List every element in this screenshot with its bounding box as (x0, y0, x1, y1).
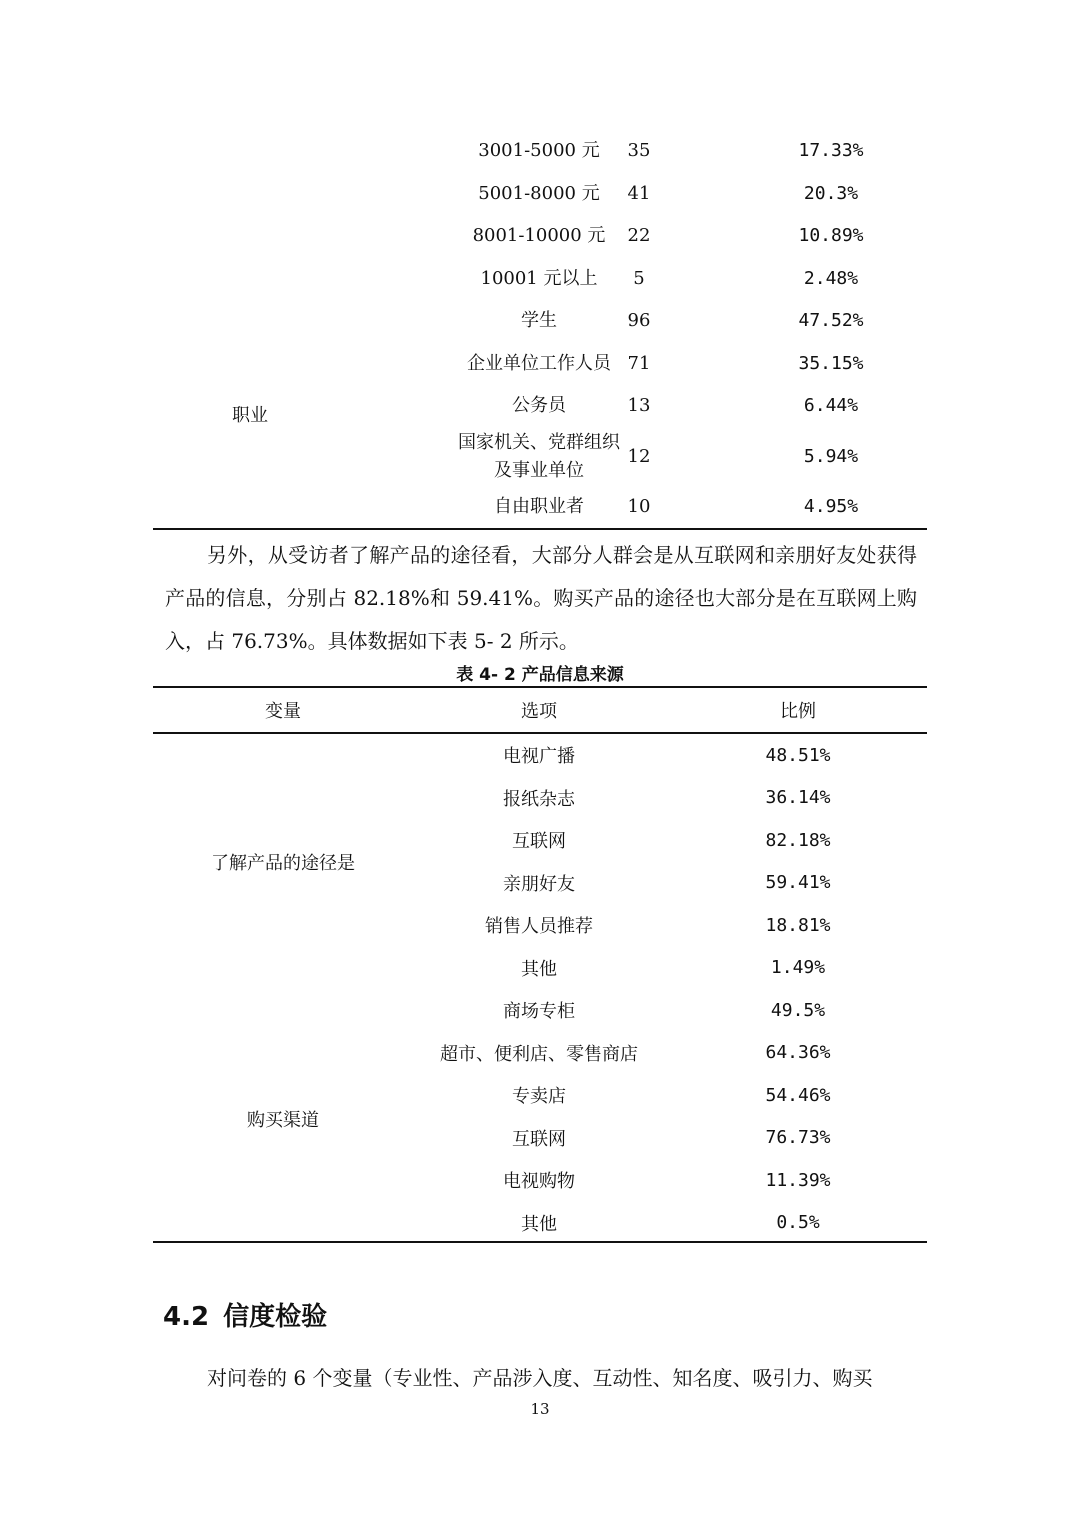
count-cell: 35 (627, 140, 651, 162)
page-number: 13 (530, 1400, 550, 1418)
table-row (153, 343, 927, 386)
product-info-source-table (153, 686, 927, 1244)
table-bottom-rule (153, 1241, 927, 1243)
count-cell: 22 (627, 225, 651, 247)
option-cell: 8001-10000 元 (472, 225, 606, 247)
count-cell: 12 (627, 445, 651, 467)
option-cell: 亲朋好友 (503, 873, 575, 895)
ratio-cell: 11.39% (765, 1169, 831, 1191)
group-label-info-source: 了解产品的途径是 (211, 853, 355, 874)
table-row (153, 215, 927, 258)
option-cell: 公务员 (512, 395, 566, 417)
ratio-cell: 59.41% (765, 872, 831, 894)
table-row (153, 989, 927, 1032)
table-row (153, 173, 927, 216)
count-cell: 5 (633, 267, 645, 289)
ratio-cell: 1.49% (770, 957, 826, 979)
option-cell: 自由职业者 (494, 495, 584, 517)
ratio-cell: 76.73% (765, 1127, 831, 1149)
table-row (153, 904, 927, 947)
header-variable: 变量 (265, 701, 301, 722)
count-cell: 96 (627, 310, 651, 332)
table-row (153, 947, 927, 990)
count-cell: 41 (627, 182, 651, 204)
table-row (153, 1032, 927, 1075)
table-row (153, 130, 927, 173)
option-cell: 商场专柜 (503, 1001, 575, 1023)
option-cell: 互联网 (512, 831, 566, 853)
ratio-cell: 20.3% (803, 182, 859, 204)
count-cell: 13 (627, 395, 651, 417)
ratio-cell: 35.15% (798, 352, 864, 374)
section-heading (163, 1296, 327, 1333)
option-line-1: 国家机关、党群组织 (458, 431, 620, 453)
ratio-cell: 5.94% (803, 445, 859, 467)
table-body (153, 734, 927, 1244)
ratio-cell: 64.36% (765, 1042, 831, 1064)
group-label-purchase-channel: 购买渠道 (247, 1110, 319, 1131)
ratio-cell: 82.18% (765, 829, 831, 851)
section-title: 信度检验 (223, 1302, 328, 1332)
ratio-cell: 54.46% (765, 1084, 831, 1106)
count-cell: 71 (627, 352, 651, 374)
option-cell: 电视购物 (503, 1171, 575, 1193)
count-cell: 10 (627, 495, 651, 517)
header-option: 选项 (521, 701, 557, 722)
header-ratio: 比例 (780, 701, 816, 722)
option-cell: 互联网 (512, 1128, 566, 1150)
table-bottom-rule (153, 528, 927, 530)
option-cell: 10001 元以上 (480, 267, 598, 289)
table-caption: 表 4- 2 产品信息来源 (456, 665, 624, 685)
body-paragraph: 对问卷的 6 个变量（专业性、产品涉入度、互动性、知名度、吸引力、购买 (207, 1366, 873, 1390)
option-cell: 超市、便利店、零售商店 (440, 1043, 638, 1065)
ratio-cell: 2.48% (803, 267, 859, 289)
group-label-occupation: 职业 (232, 405, 268, 426)
table-row (153, 300, 927, 343)
ratio-cell: 6.44% (803, 395, 859, 417)
ratio-cell: 4.95% (803, 495, 859, 517)
option-cell: 报纸杂志 (503, 788, 575, 810)
option-cell: 销售人员推荐 (485, 916, 593, 938)
table-row (153, 428, 927, 486)
option-cell: 其他 (521, 1213, 557, 1235)
option-cell: 企业单位工作人员 (467, 352, 611, 374)
table-row (153, 1202, 927, 1245)
income-occupation-table (153, 130, 927, 528)
table-header (153, 686, 927, 734)
table-row (153, 258, 927, 301)
option-cell: 学生 (521, 310, 557, 332)
ratio-cell: 18.81% (765, 914, 831, 936)
option-cell: 5001-8000 元 (478, 182, 600, 204)
section-number: 4.2 (163, 1302, 210, 1332)
ratio-cell: 36.14% (765, 787, 831, 809)
ratio-cell: 49.5% (770, 999, 826, 1021)
table-row (153, 486, 927, 529)
option-line-2: 及事业单位 (494, 459, 584, 481)
table-row (153, 734, 927, 777)
option-cell: 电视广播 (503, 746, 575, 768)
ratio-cell: 17.33% (798, 140, 864, 162)
body-paragraph: 另外，从受访者了解产品的途径看，大部分人群会是从互联网和亲朋好友处获得产品的信息，分别占 82.18%和 59.41%。购买产品的途径也大部分是在互联网上购入，占 76.73%。具体数据如下表 5- 2 所示。 (165, 543, 917, 653)
table-row (153, 777, 927, 820)
option-cell: 专卖店 (512, 1086, 566, 1108)
option-cell: 其他 (521, 958, 557, 980)
ratio-cell: 47.52% (798, 310, 864, 332)
table-row (153, 1159, 927, 1202)
ratio-cell: 10.89% (798, 225, 864, 247)
ratio-cell: 48.51% (765, 744, 831, 766)
ratio-cell: 0.5% (776, 1212, 820, 1234)
option-cell: 3001-5000 元 (478, 140, 600, 162)
